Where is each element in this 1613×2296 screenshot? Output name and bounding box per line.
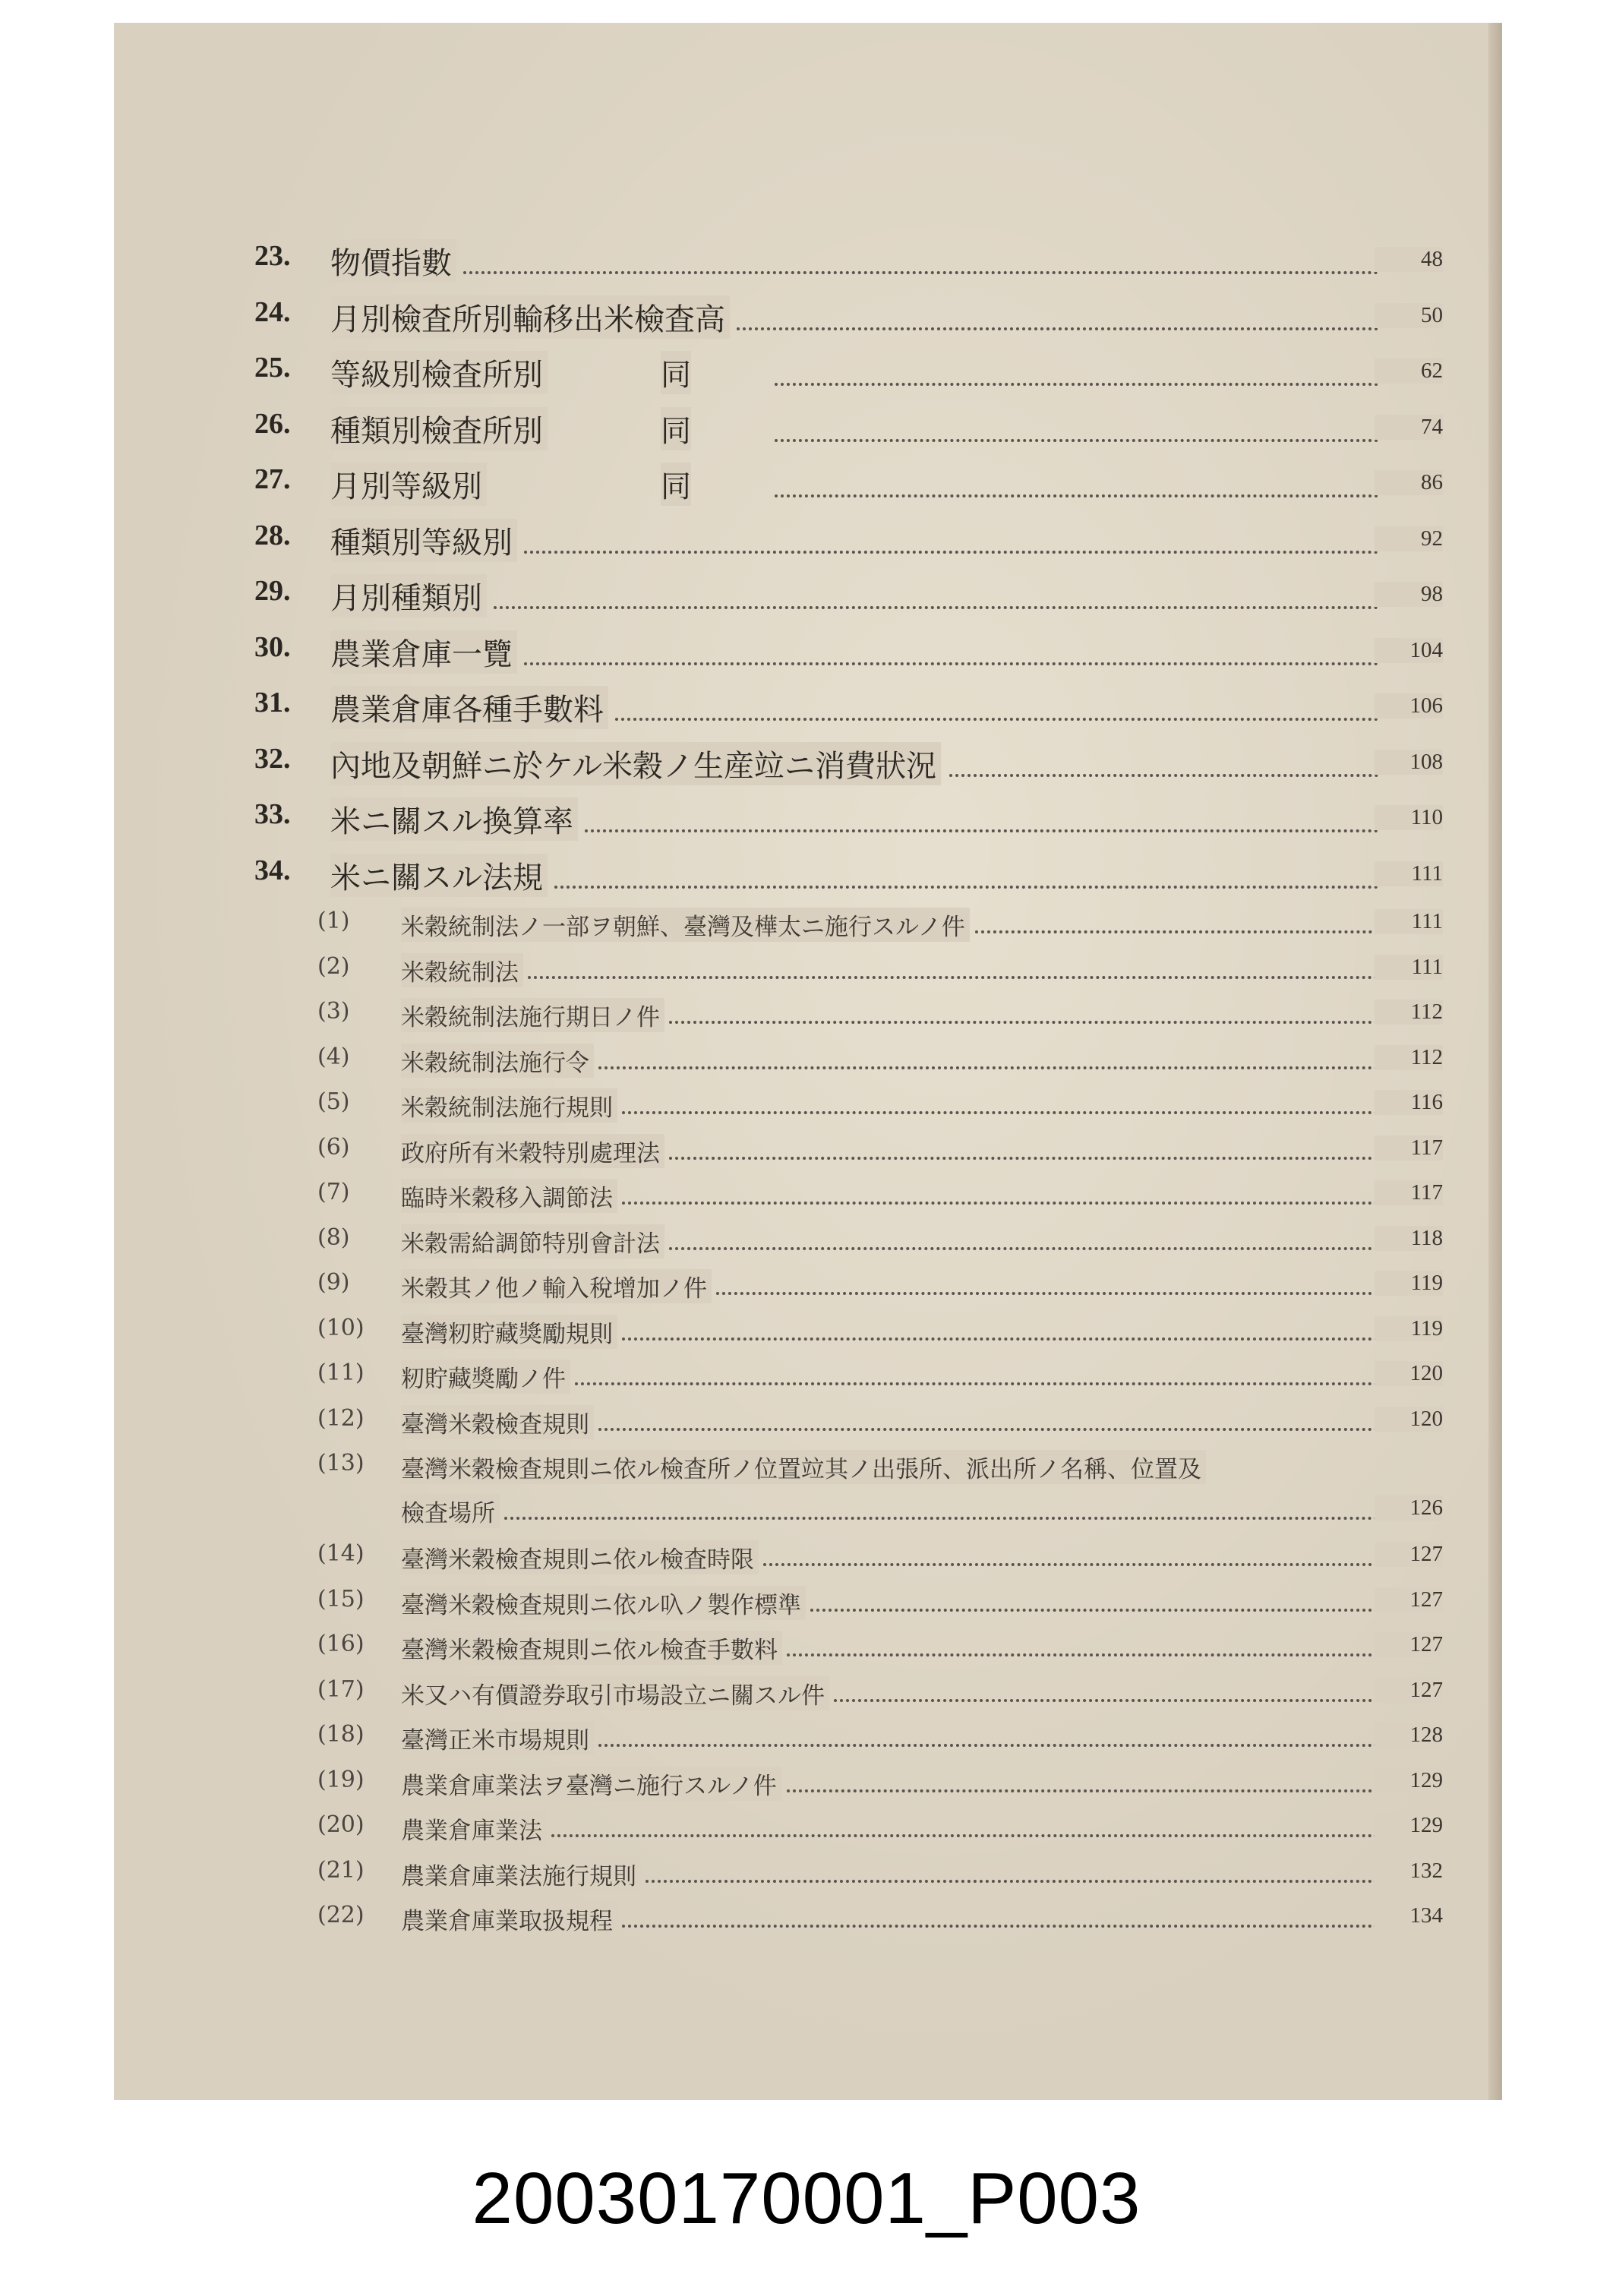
entry-number: 34.: [254, 854, 291, 886]
toc-entry: [114, 574, 1500, 620]
page-number: 118: [1375, 1226, 1443, 1251]
page-number: 50: [1375, 303, 1443, 328]
page-number: 112: [1375, 1000, 1443, 1025]
subentry-number: (10): [317, 1314, 365, 1341]
dot-leader: [775, 380, 1378, 386]
entry-number: 25.: [254, 352, 291, 384]
dot-leader: [669, 1154, 1378, 1160]
dot-leader: [787, 1786, 1378, 1792]
dot-leader: [622, 1199, 1378, 1205]
subentry-number: (12): [317, 1404, 365, 1432]
subentry-title: 農業倉庫業取扱規程: [401, 1902, 617, 1936]
page-number: 92: [1375, 526, 1443, 551]
subentry-title: 米穀統制法施行規則: [401, 1088, 617, 1123]
subentry-title: 米穀統制法ノ一部ヲ朝鮮、臺灣及樺太ニ施行スルノ件: [401, 908, 970, 942]
dot-leader: [551, 1831, 1378, 1837]
page-number: 116: [1375, 1090, 1443, 1115]
toc-entry: [114, 239, 1500, 285]
page-number: 111: [1375, 909, 1443, 934]
page-number: 132: [1375, 1859, 1443, 1884]
page-number: 120: [1375, 1407, 1443, 1432]
subentry-number: (19): [317, 1766, 365, 1793]
toc-entry: [114, 686, 1500, 731]
toc-entry: [114, 407, 1500, 453]
toc-entry: [114, 295, 1500, 341]
image-caption: 20030170001_P003: [472, 2158, 1141, 2239]
dot-leader: [528, 973, 1378, 979]
dot-leader: [622, 1334, 1378, 1341]
dot-leader: [975, 927, 1378, 933]
subentry-number: (9): [317, 1269, 350, 1296]
subentry-number: (1): [317, 908, 350, 934]
subentry-title: 臺灣米穀檢査規則ニ依ル檢査手數料: [401, 1631, 782, 1665]
entry-title: 物價指數: [330, 239, 456, 283]
page-edge: [1488, 23, 1502, 2100]
subentry-number: (14): [317, 1540, 365, 1567]
subentry-number: (15): [317, 1585, 365, 1612]
subentry-title: 臺灣米穀檢査規則: [401, 1405, 594, 1439]
toc-entry: [114, 630, 1500, 676]
dot-leader: [763, 1560, 1378, 1566]
scanned-page: [114, 23, 1500, 2100]
subentry-number: (21): [317, 1856, 365, 1884]
subentry-number: (16): [317, 1631, 365, 1657]
entry-title: 月別種類別: [330, 574, 487, 617]
page-number: 129: [1375, 1813, 1443, 1838]
page-number: 134: [1375, 1903, 1443, 1928]
entry-title: 種類別等級別: [330, 519, 517, 562]
page-number: 111: [1375, 861, 1443, 886]
subentry-title: 臺灣米穀檢査規則ニ依ル檢査所ノ位置竝其ノ出張所、派出所ノ名稱、位置及: [401, 1450, 1206, 1484]
entry-title: 月別檢査所別輸移出米檢査高: [330, 295, 730, 339]
entry-title: 月別等級別: [330, 463, 487, 506]
dot-leader: [716, 1289, 1378, 1295]
dot-leader: [615, 715, 1378, 721]
entry-number: 26.: [254, 407, 291, 440]
entry-number: 29.: [254, 575, 291, 607]
page-number: 117: [1375, 1135, 1443, 1161]
subentry-number: (2): [317, 952, 350, 980]
page-number: 110: [1375, 805, 1443, 830]
entry-number: 28.: [254, 519, 291, 551]
subentry-title: 米穀統制法施行令: [401, 1044, 594, 1078]
dot-leader: [834, 1696, 1378, 1702]
page-number: 111: [1375, 955, 1443, 980]
subentry-number: (8): [317, 1224, 350, 1251]
dot-leader: [494, 603, 1378, 609]
dot-leader: [669, 1244, 1378, 1250]
dot-leader: [524, 659, 1378, 665]
dot-leader: [775, 436, 1378, 442]
entry-title: 內地及朝鮮ニ於ケル米穀ノ生産竝ニ消費狀況: [330, 742, 941, 785]
page-number: 106: [1375, 693, 1443, 718]
toc-entry: [114, 519, 1500, 564]
subentry-title: 臺灣正米市場規則: [401, 1721, 594, 1755]
subentry-number: (5): [317, 1088, 350, 1115]
dot-leader: [575, 1379, 1378, 1385]
subentry-number: (18): [317, 1721, 365, 1748]
subentry-number: (6): [317, 1133, 350, 1161]
subentry-number: (17): [317, 1675, 365, 1703]
dot-leader: [598, 1425, 1378, 1431]
dot-leader: [787, 1650, 1378, 1656]
subentry-title: 臺灣米穀檢査規則ニ依ル叺ノ製作標準: [401, 1586, 806, 1620]
dot-leader: [598, 1741, 1378, 1747]
subentry-number: (20): [317, 1811, 365, 1838]
subentry-title: 米穀其ノ他ノ輸入稅增加ノ件: [401, 1269, 712, 1303]
dot-leader: [949, 771, 1378, 777]
subentry-number: (7): [317, 1179, 350, 1205]
toc-entry: [114, 742, 1500, 788]
page-number: 117: [1375, 1180, 1443, 1205]
subentry-title: 臨時米穀移入調節法: [401, 1179, 617, 1213]
dot-leader: [622, 1922, 1378, 1928]
subentry-title: 政府所有米穀特別處理法: [401, 1134, 664, 1168]
dot-leader: [585, 826, 1378, 832]
subentry-title-continued: 檢査場所: [401, 1494, 500, 1528]
toc-entry: [114, 854, 1500, 899]
page-number: 120: [1375, 1361, 1443, 1386]
entry-title: 農業倉庫一覽: [330, 630, 517, 674]
entry-number: 23.: [254, 240, 291, 272]
page-number: 119: [1375, 1271, 1443, 1296]
entry-title: 農業倉庫各種手數料: [330, 686, 608, 729]
entry-number: 30.: [254, 630, 291, 663]
entry-number: 33.: [254, 798, 291, 830]
page-number: 126: [1375, 1495, 1443, 1521]
entry-number: 27.: [254, 463, 291, 495]
dot-leader: [554, 883, 1378, 889]
ditto-mark: 同: [661, 351, 691, 394]
subentry-title: 臺灣米穀檢査規則ニ依ル檢査時限: [401, 1540, 759, 1574]
dot-leader: [810, 1606, 1378, 1612]
page-number: 74: [1375, 415, 1443, 440]
subentry-title: 米穀統制法: [401, 953, 523, 987]
page-number: 98: [1375, 582, 1443, 607]
dot-leader: [775, 491, 1378, 497]
page-number: 127: [1375, 1587, 1443, 1612]
dot-leader: [463, 268, 1378, 274]
dot-leader: [622, 1108, 1378, 1114]
subentry-title: 米穀統制法施行期日ノ件: [401, 998, 664, 1032]
ditto-mark: 同: [661, 463, 691, 506]
page-number: 48: [1375, 247, 1443, 272]
subentry-title: 米又ハ有價證券取引市場設立ニ關スル件: [401, 1676, 829, 1710]
dot-leader: [646, 1877, 1378, 1883]
page-number: 86: [1375, 470, 1443, 495]
dot-leader: [598, 1063, 1378, 1069]
page-number: 112: [1375, 1045, 1443, 1070]
page-number: 128: [1375, 1723, 1443, 1748]
subentry-title: 農業倉庫業法: [401, 1811, 547, 1846]
subentry-number: (13): [317, 1450, 365, 1476]
entry-number: 31.: [254, 687, 291, 718]
toc-entry: [114, 463, 1500, 508]
page-number: 108: [1375, 750, 1443, 775]
subentry-title: 農業倉庫業法施行規則: [401, 1857, 641, 1891]
subentry-title: 米穀需給調節特別會計法: [401, 1224, 664, 1259]
page-number: 127: [1375, 1632, 1443, 1657]
toc-entry: [114, 797, 1500, 843]
entry-number: 24.: [254, 295, 291, 328]
page-number: 62: [1375, 358, 1443, 384]
subentry-number: (22): [317, 1902, 365, 1928]
subentry-title: 農業倉庫業法ヲ臺灣ニ施行スルノ件: [401, 1767, 781, 1801]
dot-leader: [504, 1514, 1378, 1520]
dot-leader: [737, 324, 1378, 330]
subentry-number: (11): [317, 1360, 365, 1386]
subentry-title: 籾貯藏獎勵ノ件: [401, 1360, 570, 1394]
subentry-number: (3): [317, 998, 350, 1025]
entry-title: 米ニ關スル法規: [330, 854, 548, 897]
page-number: 127: [1375, 1678, 1443, 1703]
page-number: 129: [1375, 1768, 1443, 1793]
page-number: 104: [1375, 638, 1443, 663]
ditto-mark: 同: [661, 407, 691, 450]
dot-leader: [524, 548, 1378, 554]
subentry-number: (4): [317, 1043, 350, 1070]
entry-title: 米ニ關スル換算率: [330, 797, 578, 841]
entry-title: 種類別檢査所別: [330, 407, 548, 450]
page-number: 127: [1375, 1542, 1443, 1567]
subentry-title: 臺灣籾貯藏獎勵規則: [401, 1315, 617, 1349]
toc-entry: [114, 351, 1500, 396]
dot-leader: [669, 1018, 1378, 1024]
entry-title: 等級別檢査所別: [330, 351, 548, 394]
page-number: 119: [1375, 1316, 1443, 1341]
entry-number: 32.: [254, 742, 291, 775]
